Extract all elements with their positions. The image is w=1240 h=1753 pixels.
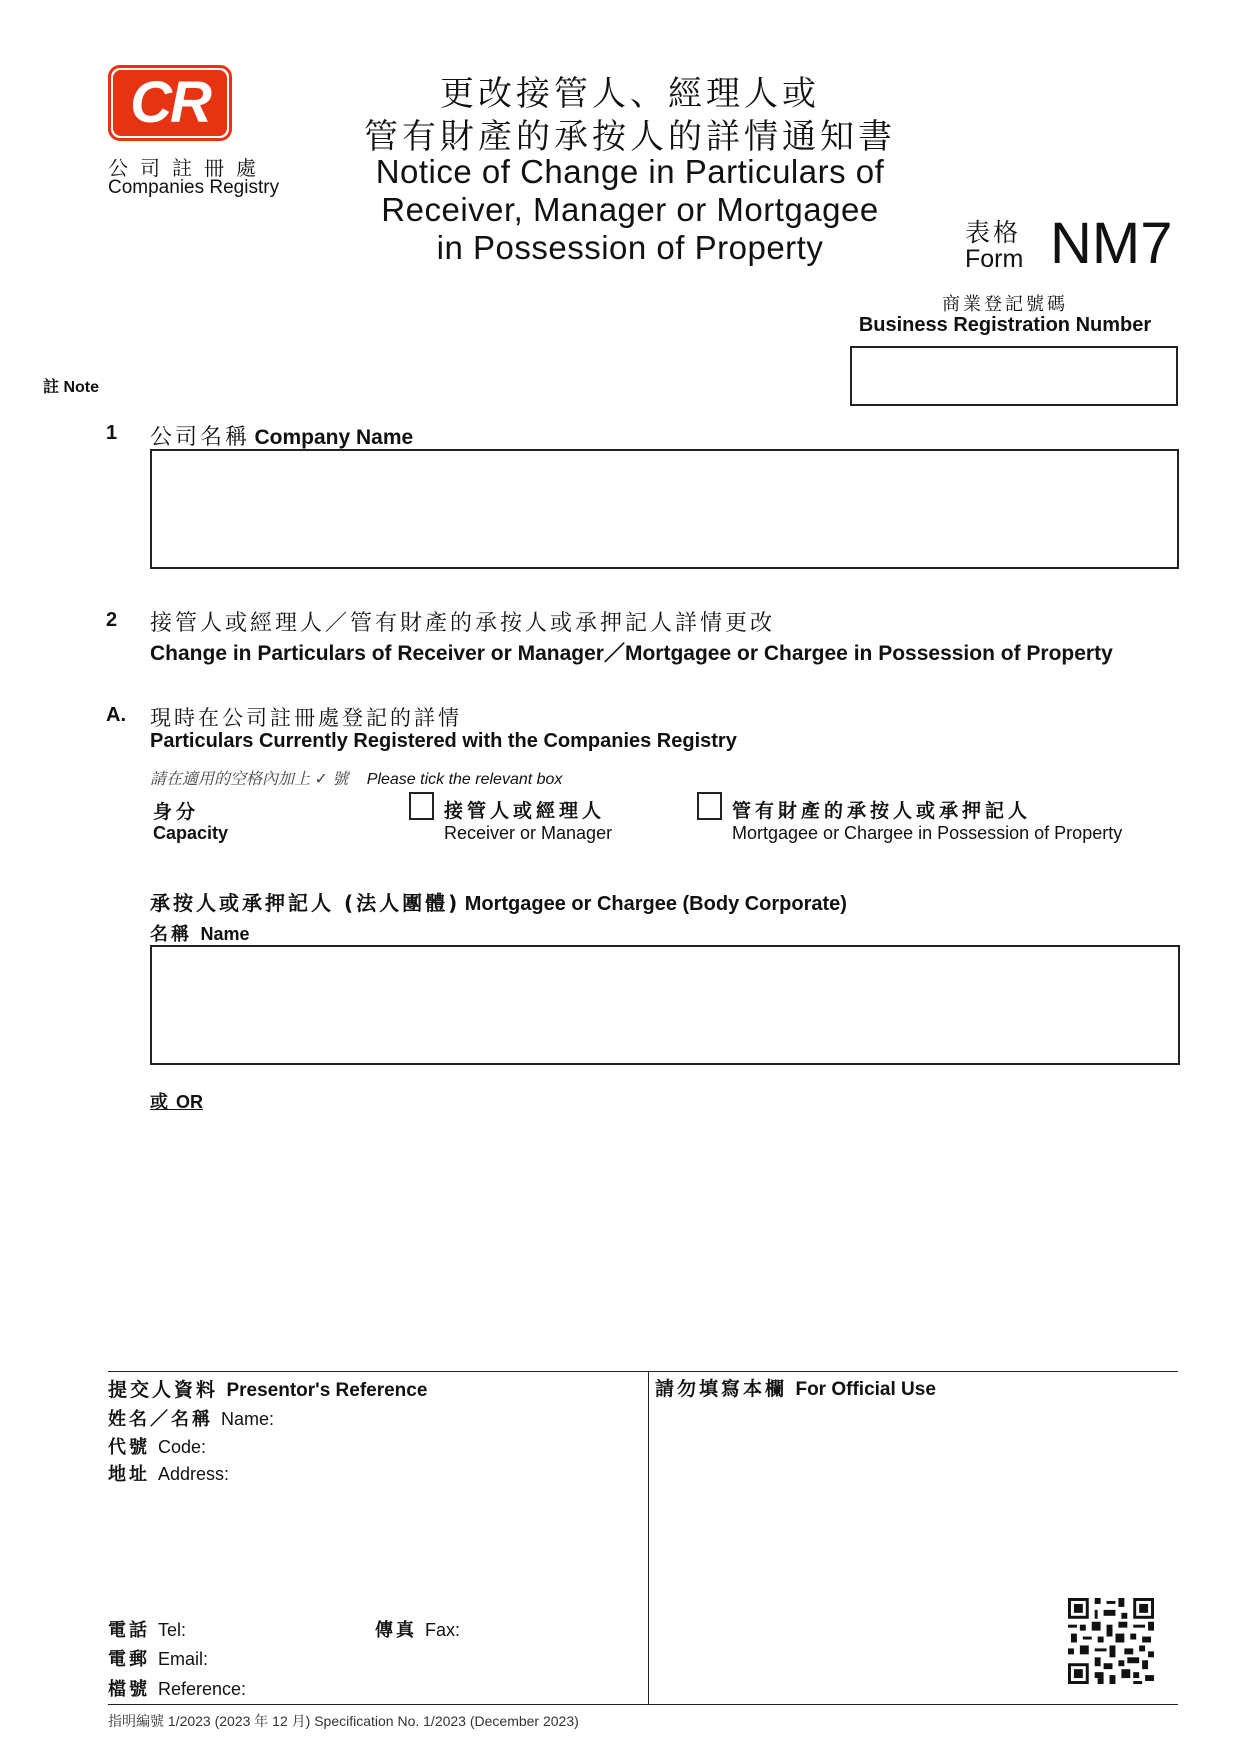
title-en-line2: Receiver, Manager or Mortgagee bbox=[381, 191, 879, 228]
mortgagee-label-en: Mortgagee or Chargee in Possession of Property bbox=[732, 823, 1123, 843]
presenter-heading-zh: 提交人資料 bbox=[108, 1379, 219, 1401]
capacity-label-zh: 身分 bbox=[153, 802, 200, 823]
logo-name-zh: 公司註冊處 bbox=[108, 156, 268, 180]
logo-name-en: Companies Registry bbox=[108, 177, 280, 198]
section-a-label-zh: 現時在公司註冊處登記的詳情 bbox=[150, 707, 462, 730]
section-1-label-zh: 公司名稱 bbox=[150, 424, 251, 449]
presenter-email: 電郵 Email: bbox=[108, 1649, 209, 1670]
mortgagee-body-label-en: Mortgagee or Chargee (Body Corporate) bbox=[464, 893, 847, 915]
receiver-manager-checkbox[interactable] bbox=[409, 792, 434, 820]
presenter-tel: 電話 Tel: bbox=[108, 1620, 187, 1641]
qr-code-icon bbox=[1068, 1598, 1154, 1684]
section-2-label-en: Change in Particulars of Receiver or Manager／Mortgagee or Chargee in Possession of Property bbox=[150, 642, 1113, 665]
receiver-manager-label-en: Receiver or Manager bbox=[444, 823, 613, 843]
tick-hint bbox=[150, 766, 562, 789]
name-label-zh: 名稱 bbox=[150, 924, 192, 945]
name-label bbox=[150, 920, 249, 946]
or-separator bbox=[150, 1088, 203, 1114]
brn-field[interactable] bbox=[850, 346, 1178, 406]
or-label-en: OR bbox=[176, 1092, 204, 1112]
section-a-label-en: Particulars Currently Registered with the Companies Registry bbox=[150, 730, 737, 752]
presenter-reference: 檔號 Reference: bbox=[108, 1679, 247, 1700]
official-use-en: For Official Use bbox=[795, 1379, 936, 1400]
name-label-en: Name bbox=[200, 924, 250, 944]
mortgagee-body-label-zh: 承按人或承押記人 (法人團體) bbox=[150, 891, 461, 915]
presenter-heading bbox=[108, 1375, 427, 1402]
presenter-name: 姓名／名稱 Name: bbox=[108, 1409, 275, 1430]
section-1-heading bbox=[150, 420, 413, 451]
mortgagee-body-corporate-heading bbox=[150, 887, 847, 916]
form-label-en: Form bbox=[965, 245, 1024, 273]
title-zh-line1: 更改接管人、經理人或 bbox=[440, 75, 820, 113]
section-a-letter: A. bbox=[106, 704, 126, 726]
footer-bottom-rule bbox=[108, 1704, 1178, 1705]
form-label-zh: 表格 bbox=[965, 218, 1022, 247]
title-en-line1: Notice of Change in Particulars of bbox=[375, 153, 885, 190]
footer-divider bbox=[648, 1371, 649, 1704]
mortgagee-name-field[interactable] bbox=[150, 945, 1180, 1065]
note-column-label: 註 Note bbox=[43, 379, 100, 396]
presenter-code: 代號 Code: bbox=[108, 1437, 207, 1458]
footer-top-rule bbox=[108, 1371, 1178, 1372]
title-zh-line2: 管有財產的承按人的詳情通知書 bbox=[364, 118, 896, 156]
mortgagee-checkbox[interactable] bbox=[697, 792, 722, 820]
or-label-zh: 或 bbox=[150, 1092, 171, 1113]
section-1-label-en: Company Name bbox=[254, 426, 414, 449]
form-code: NM7 bbox=[1050, 211, 1173, 276]
section-1-number: 1 bbox=[106, 422, 118, 444]
presenter-heading-en: Presentor's Reference bbox=[226, 1380, 428, 1401]
official-use-heading bbox=[655, 1374, 936, 1401]
official-use-zh: 請勿填寫本欄 bbox=[655, 1378, 788, 1400]
receiver-manager-label-zh: 接管人或經理人 bbox=[444, 801, 606, 822]
brn-label-en: Business Registration Number bbox=[858, 314, 1152, 336]
presenter-address: 地址 Address: bbox=[108, 1464, 230, 1485]
mortgagee-label-zh: 管有財產的承按人或承押記人 bbox=[732, 801, 1032, 822]
capacity-label-en: Capacity bbox=[153, 823, 229, 843]
section-2-number: 2 bbox=[106, 609, 118, 631]
company-name-field[interactable] bbox=[150, 449, 1179, 569]
tick-hint-en: Please tick the relevant box bbox=[366, 771, 563, 788]
presenter-fax: 傳真 Fax: bbox=[375, 1620, 461, 1641]
title-en-line3: in Possession of Property bbox=[436, 229, 824, 266]
section-2-label-zh: 接管人或經理人／管有財產的承按人或承押記人詳情更改 bbox=[150, 610, 776, 635]
companies-registry-logo: CR bbox=[113, 70, 227, 136]
tick-hint-zh: 請在適用的空格內加上 ✓ 號 bbox=[150, 771, 349, 788]
specification-number: 指明編號 1/2023 (2023 年 12 月) Specification No. 1/2023 (December 2023) bbox=[108, 1713, 579, 1729]
brn-label-zh: 商業登記號碼 bbox=[942, 294, 1068, 314]
